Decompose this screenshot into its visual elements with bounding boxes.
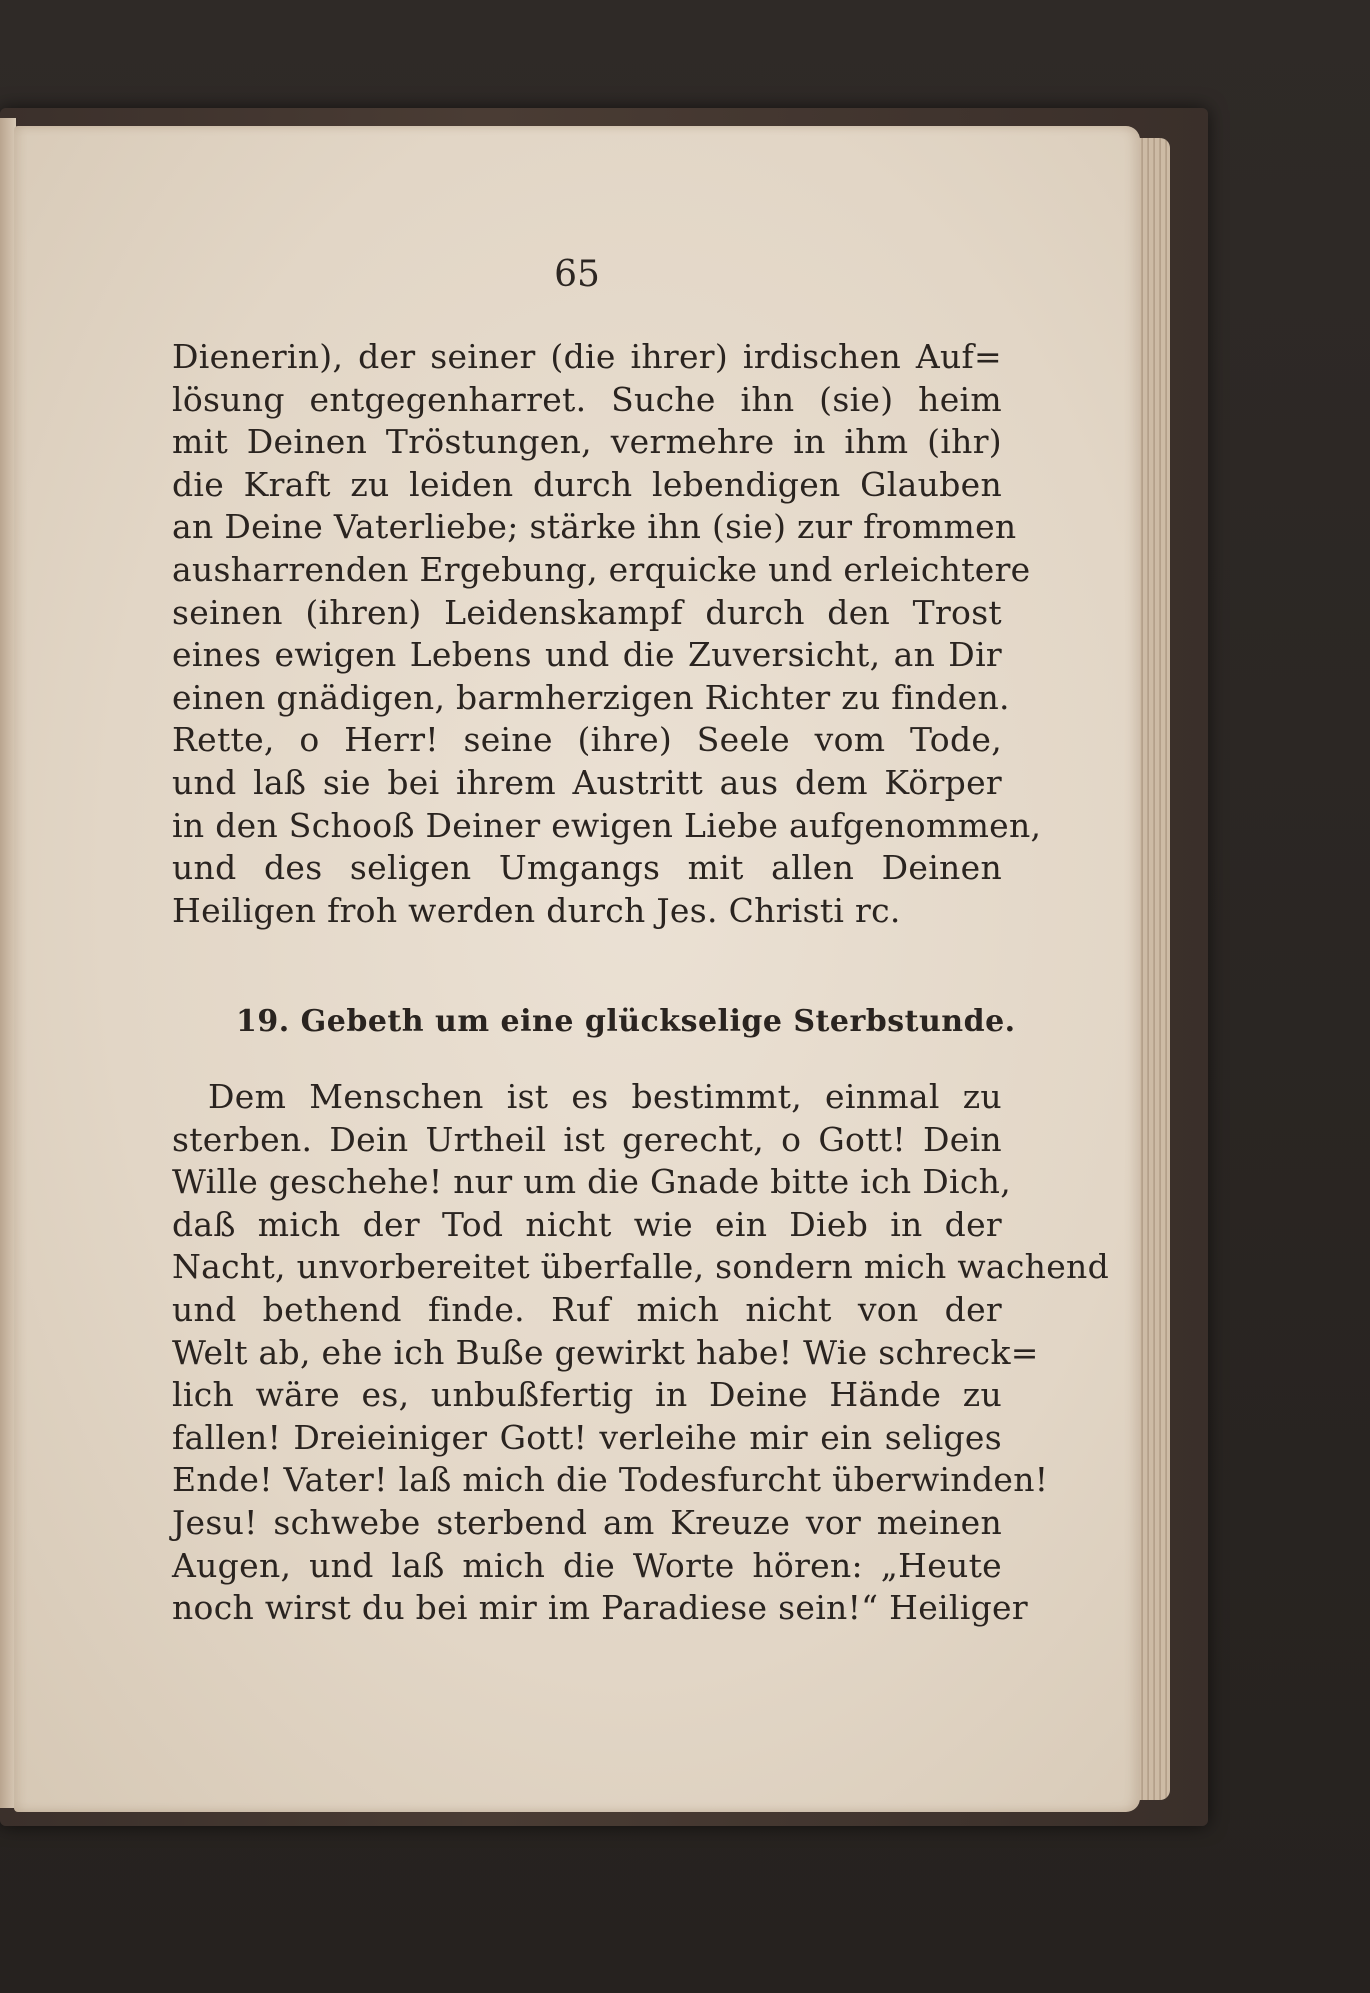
text-line: Nacht, unvorbereitet überfalle, sondern mich wachend [172,1247,1110,1287]
text-line: Augen, und laß mich die Worte hören: „Heute [172,1545,1002,1585]
text-line: lich wäre es, unbußfertig in Deine Hände zu [172,1375,1002,1415]
text-line: Dienerin), der seiner (die ihrer) irdischen Auf= [172,337,1002,376]
text-line: seinen (ihren) Leidenskampf durch den Trost [172,592,1002,632]
text-line: noch wirst du bei mir im Paradiese sein!“ Heiliger [172,1588,1028,1628]
text-line: Dem Menschen ist es bestimmt, einmal zu [208,1077,1002,1116]
text-line: und bethend finde. Ruf mich nicht von der [172,1289,1002,1329]
text-line: Jesu! schwebe sterbend am Kreuze vor meinen [172,1502,1002,1542]
paragraph-2 [172,1076,1110,1630]
page-number: 65 [554,254,600,295]
text-line: Wille geschehe! nur um die Gnade bitte ich Dich, [172,1162,1011,1202]
text-line: die Kraft zu leiden durch lebendigen Glauben [172,464,1002,504]
paragraph-1 [172,336,1042,932]
section-heading: 19. Gebeth um eine glückselige Sterbstunde. [236,1004,1016,1039]
text-line: in den Schooß Deiner ewigen Liebe aufgenommen, [172,805,1042,845]
text-line: und des seligen Umgangs mit allen Deinen [172,848,1002,888]
text-line: fallen! Dreieiniger Gott! verleihe mir ein seliges [172,1417,1002,1457]
text-line: Heiligen froh werden durch Jes. Christi rc. [172,890,901,930]
text-line: an Deine Vaterliebe; stärke ihn (sie) zur frommen [172,507,1017,547]
text-line: daß mich der Tod nicht wie ein Dieb in der [172,1204,1002,1244]
text-line: einen gnädigen, barmherzigen Richter zu finden. [172,677,1010,717]
text-line: lösung entgegenharret. Suche ihn (sie) heim [172,379,1002,419]
text-line: ausharrenden Ergebung, erquicke und erleichtere [172,549,1031,589]
text-line: Rette, o Herr! seine (ihre) Seele vom Tode, [172,720,1002,760]
text-line: sterben. Dein Urtheil ist gerecht, o Gott! Dein [172,1119,1002,1159]
text-line: eines ewigen Lebens und die Zuversicht, an Dir [172,635,1002,675]
text-line: Ende! Vater! laß mich die Todesfurcht überwinden! [172,1460,1049,1500]
text-line: mit Deinen Tröstungen, vermehre in ihm (ihr) [172,422,1002,462]
text-line: Welt ab, ehe ich Buße gewirkt habe! Wie schreck= [172,1332,1039,1372]
text-line: und laß sie bei ihrem Austritt aus dem Körper [172,762,1002,802]
book-page [14,126,1140,1812]
